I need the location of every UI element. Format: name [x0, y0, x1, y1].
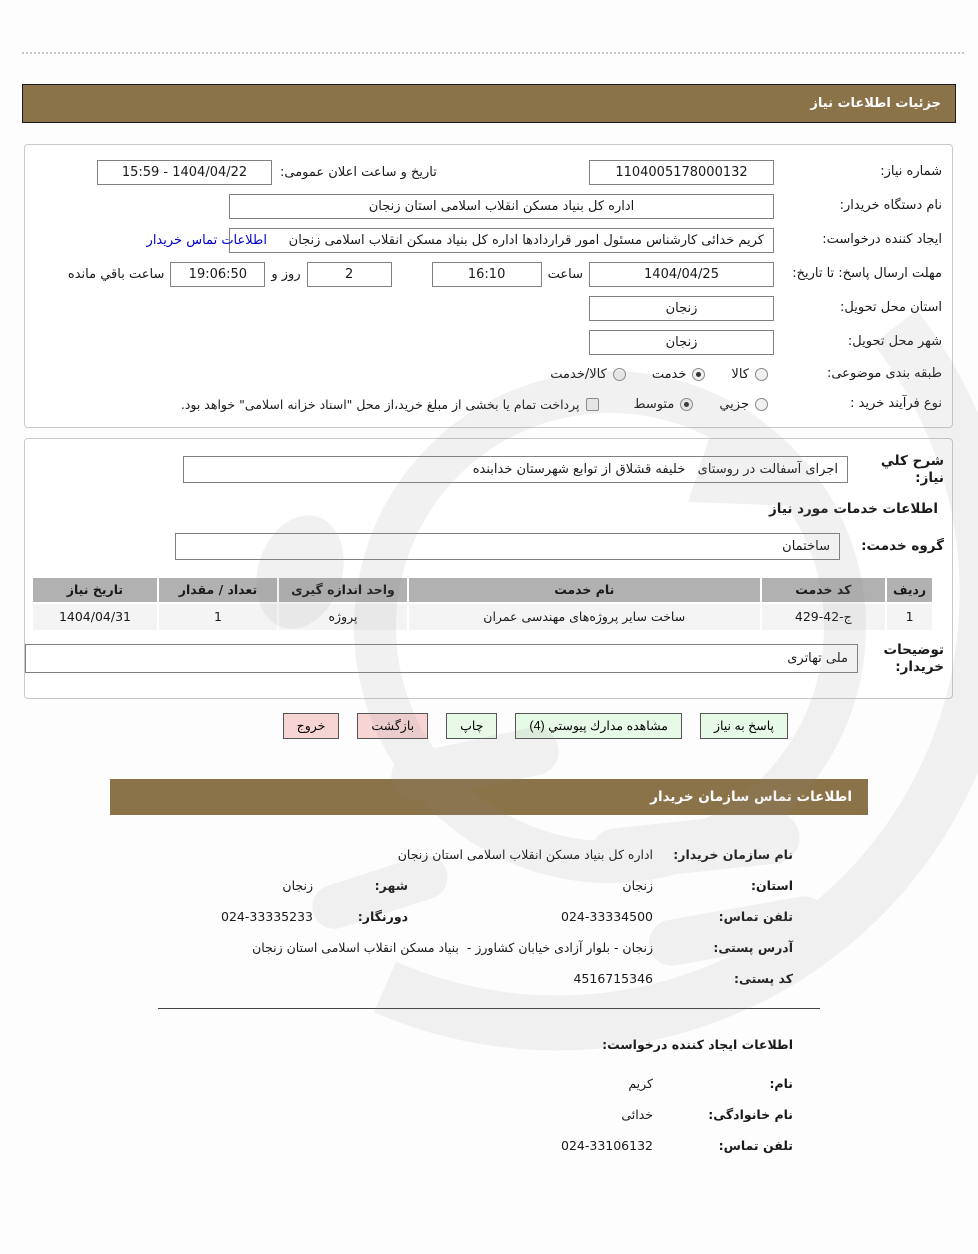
col-unit: واحد اندازه گیری [279, 578, 407, 602]
need-details-panel [24, 144, 953, 428]
category-options [550, 367, 768, 382]
need-number-label: شماره نیاز: [880, 163, 942, 179]
cell-service-code: ج-42-429 [762, 604, 886, 630]
buyer-contact-section [0, 847, 793, 986]
treasury-checkbox-group [181, 397, 600, 412]
need-description-value: اجرای آسفالت در روستای خلیفه قشلاق از توابع شهرستان خدابنده [472, 462, 838, 478]
row-org-name [0, 847, 793, 862]
page-title-bar [22, 84, 956, 123]
announce-value: 15:59 - 1404/04/22 [121, 164, 248, 180]
hour-field[interactable] [432, 262, 542, 287]
org-name-value: اداره کل بنیاد مسکن انقلاب اسلامی استان زنجان [397, 846, 653, 862]
deadline-date-value: 1404/04/25 [644, 266, 719, 282]
request-creator-value: کریم خدائی کارشناس مسئول امور قراردادها اداره کل بنیاد مسکن انقلاب اسلامی زنجان [288, 232, 764, 248]
cell-service-name: ساخت سایر پروژه‌های مهندسی عمران [409, 604, 760, 630]
days-label: روز و [271, 266, 301, 282]
radio-icon[interactable] [755, 398, 768, 411]
radio-label: متوسط [633, 396, 675, 412]
announce-group [35, 160, 437, 185]
row-category [31, 359, 946, 389]
creator-section [0, 1076, 793, 1153]
col-quantity: تعداد / مقدار [159, 578, 277, 602]
cell-unit: پروژه [279, 604, 407, 630]
back-button[interactable]: بازگشت [357, 713, 428, 739]
col-row-number: ردیف [887, 578, 932, 602]
last-name-label: نام خانوادگی: [708, 1106, 793, 1122]
org-name-label: نام سازمان خریدار: [673, 846, 793, 862]
postal-code-value: 4516715346 [573, 970, 653, 986]
first-name-label: نام: [769, 1075, 793, 1091]
buyer-org-field[interactable] [229, 194, 774, 219]
row-postal-address [0, 940, 793, 955]
buyer-notes-field[interactable] [25, 644, 858, 673]
radio-option-goods[interactable] [731, 367, 768, 382]
radio-label: کالا [731, 366, 749, 382]
request-creator-label: ایجاد کننده درخواست: [822, 231, 942, 247]
row-delivery-province [31, 291, 946, 325]
deadline-date-field[interactable] [589, 262, 774, 287]
row-phone-fax [0, 909, 793, 924]
need-description-label: شرح كلي نياز: [880, 453, 944, 486]
row-buyer-org [31, 189, 946, 223]
delivery-city-value: زنجان [665, 334, 698, 350]
col-service-code: کد خدمت [762, 578, 886, 602]
hour-value: 16:10 [467, 266, 506, 282]
process-type-options [633, 397, 768, 412]
view-attachments-button[interactable]: مشاهده مدارك پيوستي (4) [515, 713, 682, 739]
radio-option-goods-service[interactable] [550, 367, 626, 382]
radio-icon[interactable] [680, 398, 693, 411]
creator-phone-label: تلفن تماس: [718, 1137, 793, 1153]
process-type-label: نوع فرآیند خرید : [850, 395, 942, 411]
services-table-wrap [43, 576, 934, 632]
category-label: طبقه بندی موضوعی: [826, 365, 942, 381]
days-value: 2 [344, 266, 354, 282]
phone-label: تلفن تماس: [718, 908, 793, 924]
exit-button[interactable]: خروج [283, 713, 340, 739]
col-need-date: تاریخ نیاز [33, 578, 157, 602]
need-description-panel [24, 438, 953, 699]
days-field[interactable] [307, 262, 392, 287]
province-label: استان: [750, 877, 793, 893]
row-province-city [0, 878, 793, 893]
buyer-org-value: اداره کل بنیاد مسکن انقلاب اسلامی استان زنجان [368, 198, 635, 214]
radio-label: کالا/خدمت [550, 366, 607, 382]
postal-address-label: آدرس پستی: [713, 939, 793, 955]
creator-phone-value: 024-33106132 [561, 1137, 653, 1153]
radio-icon[interactable] [692, 368, 705, 381]
row-first-name [0, 1076, 793, 1091]
postal-address-value: زنجان - بلوار آزادی خیابان کشاورز - بنیاد مسکن انقلاب اسلامی استان زنجان [252, 939, 653, 955]
row-buyer-notes [33, 642, 944, 676]
cell-need-date: 1404/04/31 [33, 604, 157, 630]
need-description-field[interactable] [183, 456, 848, 483]
action-buttons [0, 713, 788, 739]
table-row [33, 604, 932, 630]
services-table [31, 576, 934, 632]
radio-option-minor[interactable] [719, 397, 768, 412]
radio-icon[interactable] [755, 368, 768, 381]
buyer-org-label: نام دستگاه خریدار: [839, 197, 942, 213]
city-label: شهر: [374, 877, 408, 893]
row-process-type [31, 389, 946, 419]
fax-value: 024-33335233 [221, 908, 313, 924]
province-value: زنجان [622, 877, 653, 893]
radio-icon[interactable] [613, 368, 626, 381]
deadline-label: مهلت ارسال پاسخ: تا تاریخ: [792, 265, 942, 281]
delivery-city-field[interactable] [589, 330, 774, 355]
row-creator-phone [0, 1138, 793, 1153]
announce-field[interactable] [97, 160, 272, 185]
creator-section-heading: اطلاعات ایجاد کننده درخواست: [602, 1036, 793, 1052]
section-divider [158, 1008, 820, 1009]
delivery-province-label: استان محل تحویل: [840, 299, 942, 315]
page-title: جزئيات اطلاعات نياز [810, 96, 941, 111]
row-postal-code [0, 971, 793, 986]
fax-label: دورنگار: [357, 908, 408, 924]
need-number-field[interactable] [589, 160, 774, 185]
services-table-header-row [33, 578, 932, 602]
request-creator-field[interactable] [229, 228, 774, 253]
services-heading: اطلاعات خدمات مورد نیاز [768, 500, 938, 517]
treasury-checkbox-label: پرداخت تمام یا بخشی از مبلغ خرید،از محل "اسناد خزانه اسلامی" خواهد بود. [180, 396, 580, 412]
radio-label: جزيي [719, 396, 749, 412]
buyer-notes-value: ملی تهاتری [787, 651, 848, 667]
print-button[interactable]: چاپ [446, 713, 497, 739]
radio-option-service[interactable] [652, 367, 706, 382]
service-group-label: گروه خدمت: [861, 537, 944, 554]
buyer-notes-label: توضیحات خریدار: [883, 641, 944, 675]
need-number-value: 1104005178000132 [615, 164, 748, 180]
city-value: زنجان [282, 877, 313, 893]
buyer-contact-link[interactable]: اطلاعات تماس خریدار [146, 232, 267, 248]
service-group-field[interactable] [175, 533, 840, 560]
last-name-value: خدائی [621, 1106, 653, 1122]
radio-label: خدمت [651, 366, 687, 382]
delivery-province-value: زنجان [665, 300, 698, 316]
remaining-field[interactable] [170, 262, 265, 287]
row-delivery-city [31, 325, 946, 359]
delivery-city-label: شهر محل تحویل: [847, 333, 942, 349]
row-request-creator [31, 223, 946, 257]
first-name-value: کریم [628, 1075, 653, 1091]
col-service-name: نام خدمت [409, 578, 760, 602]
cell-row-number: 1 [887, 604, 932, 630]
remaining-label: ساعت باقي مانده [67, 266, 165, 282]
phone-value: 024-33334500 [561, 908, 653, 924]
row-need-description [33, 453, 944, 487]
postal-code-label: کد پستی: [733, 970, 793, 986]
respond-button[interactable]: پاسخ به نیاز [700, 713, 788, 739]
row-service-group [33, 533, 944, 560]
hour-label: ساعت [547, 266, 583, 282]
contact-title-bar [110, 779, 868, 815]
contact-title: اطلاعات تماس سازمان خریدار [650, 788, 852, 805]
announce-label: تاریخ و ساعت اعلان عمومی: [280, 164, 437, 180]
service-group-value: ساختمان [782, 538, 830, 554]
remaining-value: 19:06:50 [188, 266, 248, 282]
row-need-number [31, 155, 946, 189]
radio-option-medium[interactable] [633, 397, 693, 412]
row-last-name [0, 1107, 793, 1122]
delivery-province-field[interactable] [589, 296, 774, 321]
top-dotted-divider [22, 52, 964, 54]
row-deadline [31, 257, 946, 291]
cell-quantity: 1 [159, 604, 277, 630]
treasury-checkbox[interactable] [586, 398, 599, 411]
